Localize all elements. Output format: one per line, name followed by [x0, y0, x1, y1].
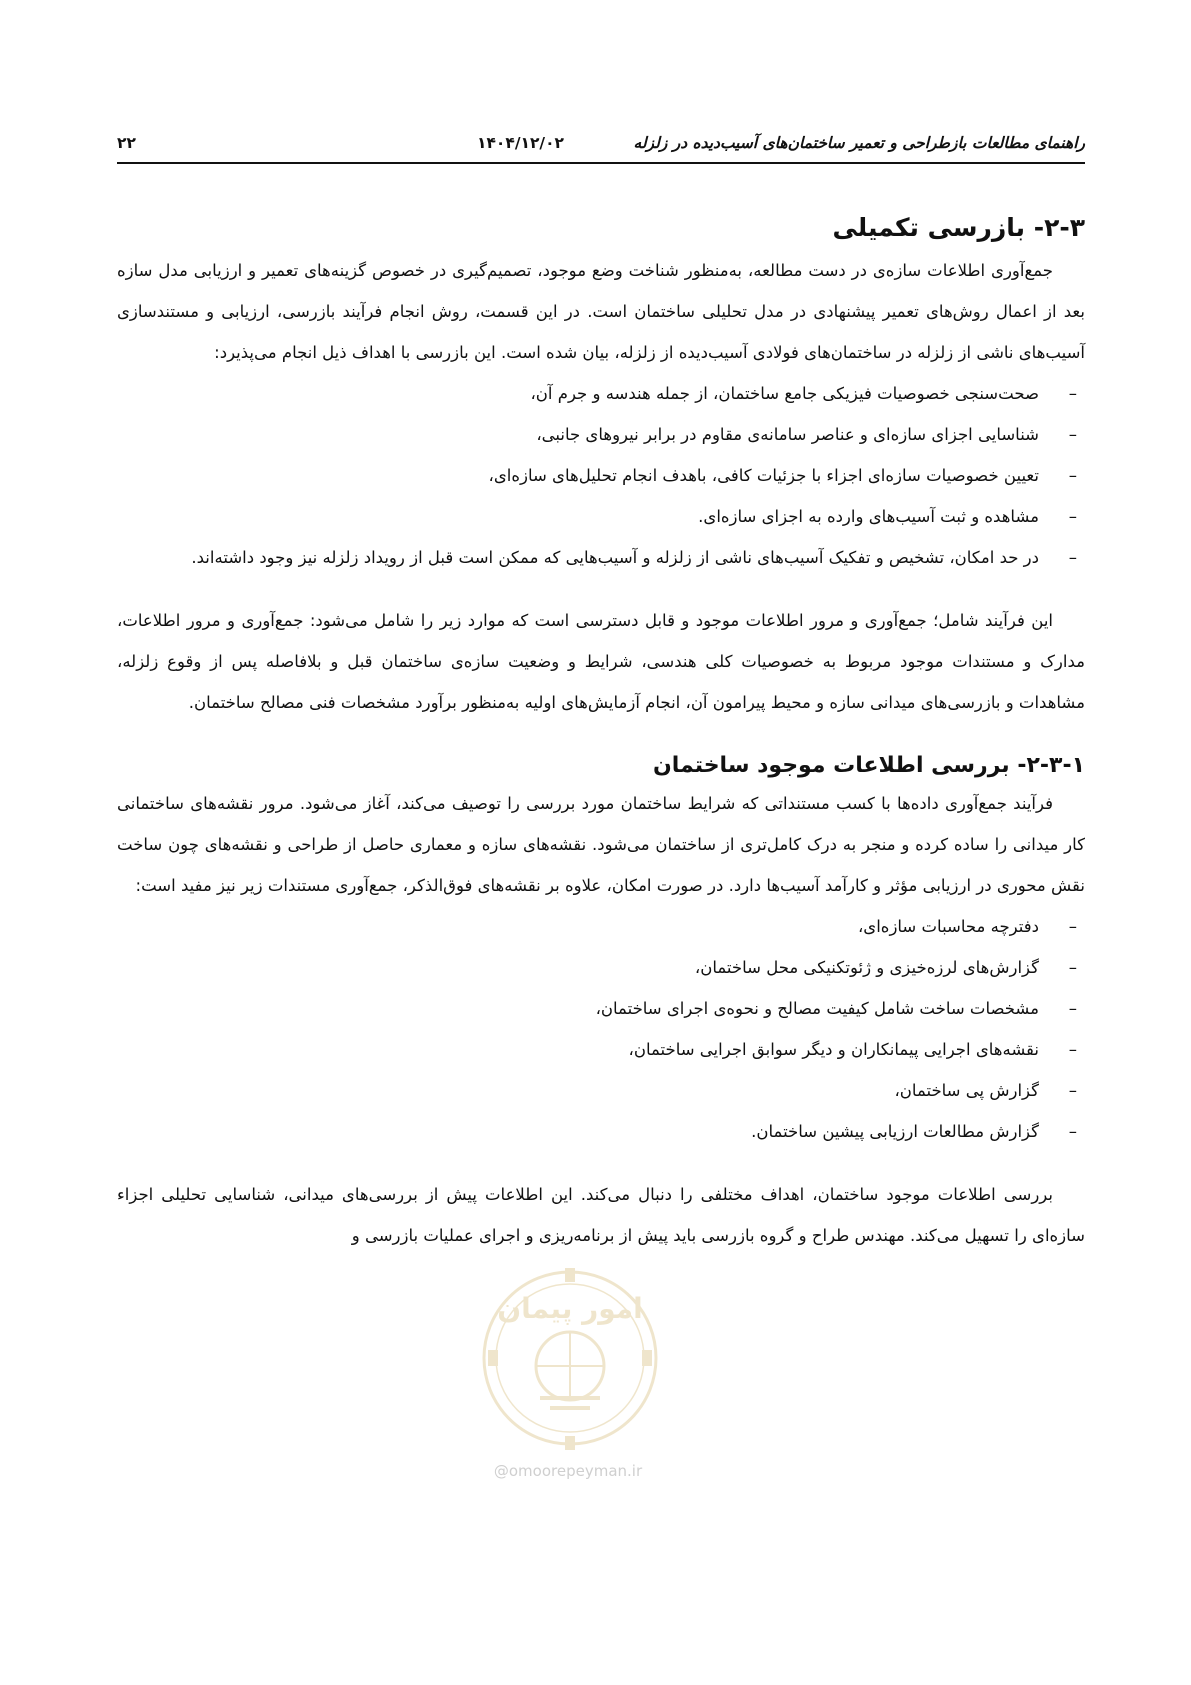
list-item: – گزارش پی ساختمان، [117, 1070, 1085, 1111]
list-item: – نقشه‌های اجرایی پیمانکاران و دیگر سوابق اجرایی ساختمان، [117, 1029, 1085, 1070]
header-title: راهنمای مطالعات بازطراحی و تعمیر ساختمان‌های آسیب‌دیده در زلزله [633, 134, 1085, 152]
subsection-intro-paragraph: فرآیند جمع‌آوری داده‌ها با کسب مستنداتی که شرایط ساختمان مورد بررسی را توصیف می‌کند، آغاز می‌شود. مرور نقشه‌های ساختمانی کار میدانی را ساده کرده و منجر به درک کامل‌تری از ساختمان می‌شود. نقشه‌های سازه و معماری حاصل از طراحی و نقشه‌های چون ساخت نقش محوری در ارزیابی مؤثر و کارآمد آسیب‌ها دارد. در صورت امکان، علاوه بر نقشه‌های فوق‌الذکر، جمع‌آوری مستندات زیر نیز مفید است: [117, 794, 1085, 895]
section-intro-paragraph: جمع‌آوری اطلاعات سازه‌ی در دست مطالعه، به‌منظور شناخت وضع موجود، تصمیم‌گیری در خصوص گزینه‌های تعمیر و ارزیابی مدل سازه بعد از اعمال روش‌های تعمیر پیشنهادی در مدل تحلیلی ساختمان است. در این قسمت، روش انجام فرآیند بازرسی، ارزیابی و مستندسازی آسیب‌های ناشی از زلزله در ساختمان‌های فولادی آسیب‌دیده از زلزله، بیان شده است. این بازرسی با اهداف ذیل انجام می‌پذیرد: [117, 261, 1085, 362]
goals-list [117, 373, 1085, 578]
list-item: – تعیین خصوصیات سازه‌ای اجزاء با جزئیات کافی، باهدف انجام تحلیل‌های سازه‌ای، [117, 455, 1085, 496]
list-item: – شناسایی اجزای سازه‌ای و عناصر سامانه‌ی مقاوم در برابر نیروهای جانبی، [117, 414, 1085, 455]
list-item: – صحت‌سنجی خصوصیات فیزیکی جامع ساختمان، از جمله هندسه و جرم آن، [117, 373, 1085, 414]
documents-list [117, 906, 1085, 1152]
subsection-heading: ۲-۳-۱- بررسی اطلاعات موجود ساختمان [652, 753, 1085, 778]
list-item: – دفترچه محاسبات سازه‌ای، [117, 906, 1085, 947]
section-heading: ۲-۳- بازرسی تکمیلی [832, 213, 1085, 242]
list-item: – گزارش‌های لرزه‌خیزی و ژئوتکنیکی محل ساختمان، [117, 947, 1085, 988]
closing-paragraph: بررسی اطلاعات موجود ساختمان، اهداف مختلفی را دنبال می‌کند. این اطلاعات پیش از بررسی‌های میدانی، شناسایی تحلیلی اجزاء سازه‌ای را تسهیل می‌کند. مهندس طراح و گروه بازرسی باید پیش از برنامه‌ریزی و اجرای عملیات بازرسی و [117, 1185, 1085, 1245]
list-item: – مشاهده و ثبت آسیب‌های وارده به اجزای سازه‌ای. [117, 496, 1085, 537]
list-item: – مشخصات ساخت شامل کیفیت مصالح و نحوه‌ی اجرای ساختمان، [117, 988, 1085, 1029]
page-content [117, 210, 1085, 1256]
process-paragraph: این فرآیند شامل؛ جمع‌آوری و مرور اطلاعات موجود و قابل دسترسی است که موارد زیر را شامل می‌شود: جمع‌آوری و مرور اطلاعات، مدارک و مستندات موجود مربوط به خصوصیات کلی هندسی، شرایط و وضعیت سازه‌ی ساختمان قبل و بلافاصله پس از وقوع زلزله، مشاهدات و بازرسی‌های میدانی سازه و محیط پیرامون آن، انجام آزمایش‌های اولیه به‌منظور برآورد مشخصات فنی مصالح ساختمان. [117, 611, 1085, 712]
watermark-site: @omoorepeyman.ir [493, 1462, 643, 1480]
watermark-logo [470, 1248, 670, 1468]
header-date: ۱۴۰۴/۱۲/۰۲ [477, 134, 565, 152]
page-header [117, 128, 1085, 164]
page-number: ۲۲ [117, 134, 136, 152]
list-item: – گزارش مطالعات ارزیابی پیشین ساختمان. [117, 1111, 1085, 1152]
list-item: – در حد امکان، تشخیص و تفکیک آسیب‌های ناشی از زلزله و آسیب‌هایی که ممکن است قبل از رویداد زلزله نیز وجود داشته‌اند. [117, 537, 1085, 578]
watermark-text: امور پیمان [497, 1292, 643, 1325]
